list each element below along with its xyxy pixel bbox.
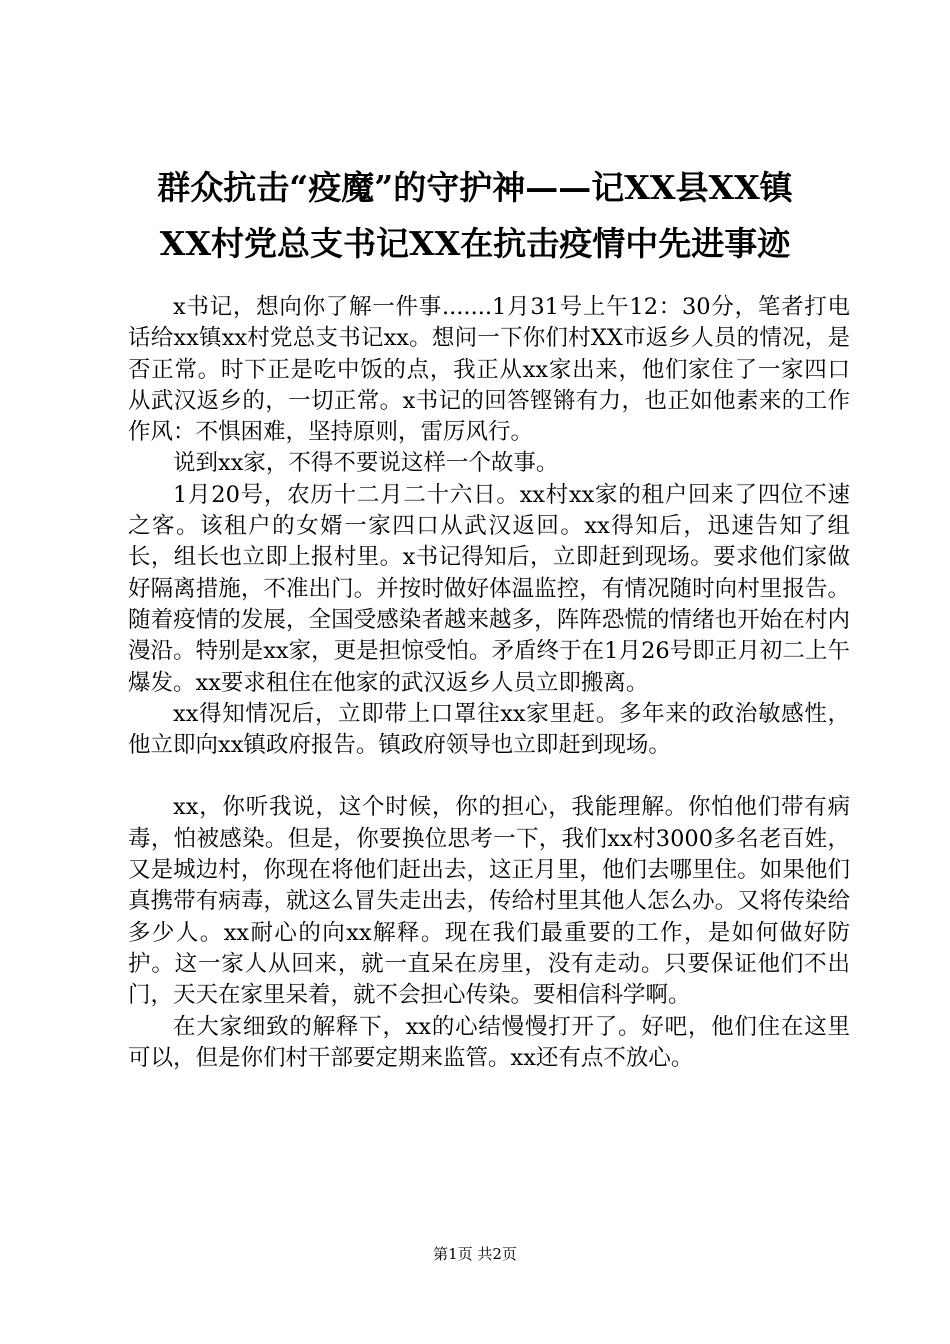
title-line-2: XX村党总支书记XX在抗击疫情中先进事迹 — [159, 224, 791, 263]
paragraph: xx得知情况后，立即带上口罩往xx家里赶。多年来的政治敏感性，他立即向xx镇政府报告。镇政府领导也立即赶到现场。 — [128, 700, 850, 759]
title-line-1: 群众抗击“疫魔”的守护神——记XX县XX镇 — [157, 168, 793, 207]
paragraph: xx，你听我说，这个时候，你的担心，我能理解。你怕他们带有病毒，怕被感染。但是，你要换位思考一下，我们xx村3000多名老百姓，又是城边村，你现在将他们赶出去，这正月里，他们去哪里住。如果他们真携带有病毒，就这么冒失走出去，传给村里其他人怎么办。又将传染给多少人。xx耐心的向xx解释。现在我们最重要的工作，是如何做好防护。这一家人从回来，就一直呆在房里，没有走动。只要保证他们不出门，天天在家里呆着，就不会担心传染。要相信科学啊。 — [128, 794, 850, 1009]
document-title — [110, 160, 840, 272]
paragraph: x书记，想向你了解一件事.......1月31号上午12：30分，笔者打电话给xx镇xx村党总支书记xx。想问一下你们村XX市返乡人员的情况，是否正常。时下正是吃中饭的点，我正从xx家出来，他们家住了一家四口从武汉返乡的，一切正常。x书记的回答铿锵有力，也正如他素来的工作作风：不惧困难，坚持原则，雷厉风行。 — [128, 294, 850, 446]
paragraph: 在大家细致的解释下，xx的心结慢慢打开了。好吧，他们住在这里可以，但是你们村干部要定期来监管。xx还有点不放心。 — [128, 1013, 850, 1071]
page-footer: 第1页 共2页 — [433, 1245, 517, 1263]
paragraph: 1月20号，农历十二月二十六日。xx村xx家的租户回来了四位不速之客。该租户的女婿一家四口从武汉返回。xx得知后，迅速告知了组长，组长也立即上报村里。x书记得知后，立即赶到现场。要求他们家做好隔离措施，不准出门。并按时做好体温监控，有情况随时向村里报告。随着疫情的发展，全国受感染者越来越多，阵阵恐慌的情绪也开始在村内漫沿。特别是xx家，更是担惊受怕。矛盾终于在1月26号即正月初二上午爆发。xx要求租住在他家的武汉返乡人员立即搬离。 — [128, 481, 850, 696]
paragraph: 说到xx家，不得不要说这样一个故事。 — [173, 450, 559, 477]
document-body — [128, 292, 850, 1074]
